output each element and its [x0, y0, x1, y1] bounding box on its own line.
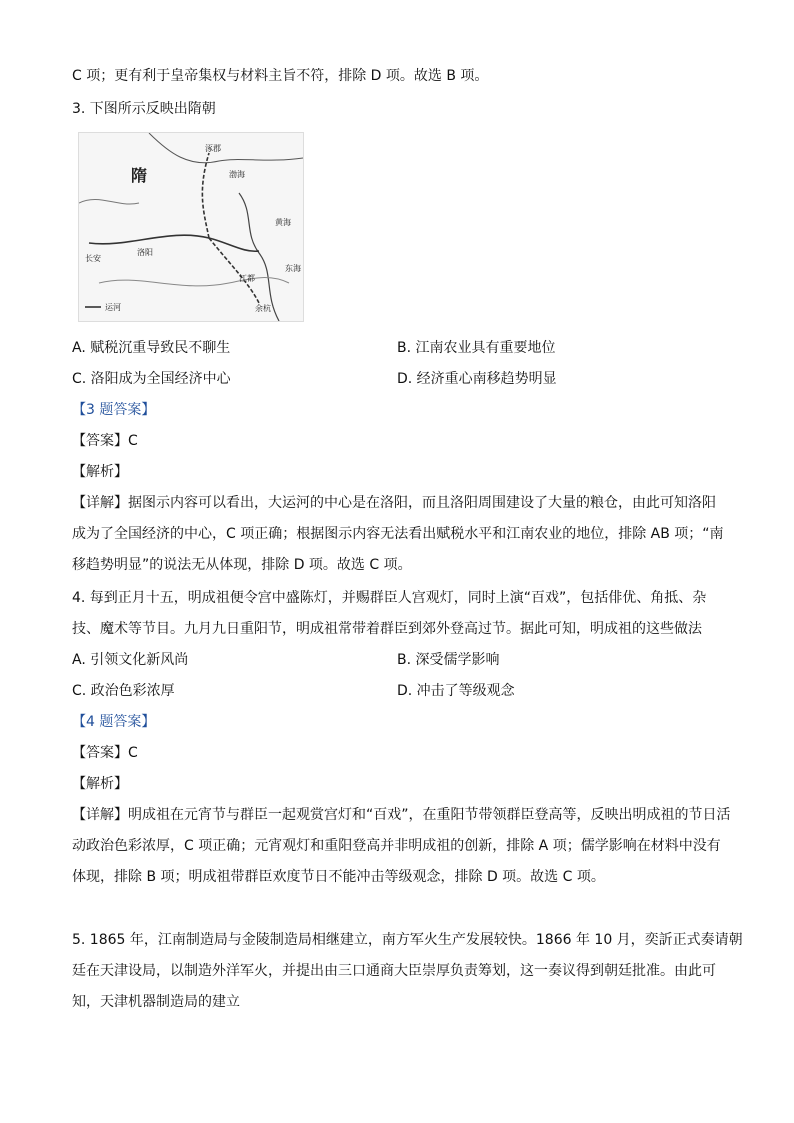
- map-label-zhuojun: 涿郡: [205, 144, 221, 153]
- q4-stem-line-1: 4. 每到正月十五，明成祖便令宫中盛陈灯，并赐群臣人宫观灯，同时上演“百戏”，包括俳优、角抵、杂: [72, 590, 707, 606]
- q5-stem-line-1: 5. 1865 年，江南制造局与金陵制造局相继建立，南方军火生产发展较快。1866 年 10 月，奕訢正式奏请朝: [72, 932, 743, 948]
- q4-option-c: C. 政治色彩浓厚: [72, 683, 175, 699]
- q4-option-b: B. 深受儒学影响: [397, 652, 500, 668]
- map-legend-canal: 运河: [105, 303, 121, 312]
- q3-option-c: C. 洛阳成为全国经济中心: [72, 371, 231, 387]
- map-label-jiangdu: 江都: [239, 274, 255, 283]
- q4-analysis-tag: 【解析】: [72, 776, 128, 792]
- previous-answer-tail: C 项；更有利于皇帝集权与材料主旨不符，排除 D 项。故选 B 项。: [72, 68, 489, 84]
- map-label-bohai: 渤海: [229, 170, 245, 179]
- map-label-yuhang: 余杭: [255, 304, 271, 313]
- q4-answer: 【答案】C: [72, 745, 138, 761]
- map-label-changan: 长安: [85, 254, 101, 263]
- q4-option-d: D. 冲击了等级观念: [397, 683, 515, 699]
- q5-stem-line-3: 知，天津机器制造局的建立: [72, 994, 240, 1010]
- q3-analysis-tag: 【解析】: [72, 464, 128, 480]
- q4-detail-line-2: 动政治色彩浓厚，C 项正确；元宵观灯和重阳登高并非明成祖的创新，排除 A 项；儒学影响在材料中没有: [72, 838, 721, 854]
- q3-answer: 【答案】C: [72, 433, 138, 449]
- q5-stem-line-2: 廷在天津设局，以制造外洋军火，并提出由三口通商大臣崇厚负责筹划，这一奏议得到朝廷批准。由此可: [72, 963, 716, 979]
- map-label-luoyang: 洛阳: [137, 248, 153, 257]
- q4-stem-line-2: 技、魔术等节目。九月九日重阳节，明成祖常带着群臣到郊外登高过节。据此可知，明成祖的这些做法: [72, 621, 702, 637]
- q4-option-a: A. 引领文化新风尚: [72, 652, 189, 668]
- q3-detail-line-3: 移趋势明显”的说法无从体现，排除 D 项。故选 C 项。: [72, 557, 412, 573]
- map-label-huanghai: 黄海: [275, 218, 291, 227]
- question-3-stem: 3. 下图所示反映出隋朝: [72, 101, 216, 117]
- map-label-donghai: 东海: [285, 264, 301, 273]
- map-title: 隋: [131, 166, 148, 185]
- q3-detail-line-1: 【详解】据图示内容可以看出，大运河的中心是在洛阳，而且洛阳周围建设了大量的粮仓，由此可知洛阳: [72, 495, 716, 511]
- q3-option-a: A. 赋税沉重导致民不聊生: [72, 340, 231, 356]
- q4-detail-line-3: 体现，排除 B 项；明成祖带群臣欢度节日不能冲击等级观念，排除 D 项。故选 C 项。: [72, 869, 605, 885]
- q3-detail-line-2: 成为了全国经济的中心，C 项正确；根据图示内容无法看出赋税水平和江南农业的地位，排除 AB 项；“南: [72, 526, 724, 542]
- q4-answer-tag: 【4 题答案】: [72, 714, 156, 730]
- q4-detail-line-1: 【详解】明成祖在元宵节与群臣一起观赏宫灯和“百戏”，在重阳节带领群臣登高等，反映出明成祖的节日活: [72, 807, 731, 823]
- q3-answer-tag: 【3 题答案】: [72, 402, 156, 418]
- q3-option-d: D. 经济重心南移趋势明显: [397, 371, 557, 387]
- sui-grand-canal-map: [78, 132, 304, 322]
- q3-option-b: B. 江南农业具有重要地位: [397, 340, 556, 356]
